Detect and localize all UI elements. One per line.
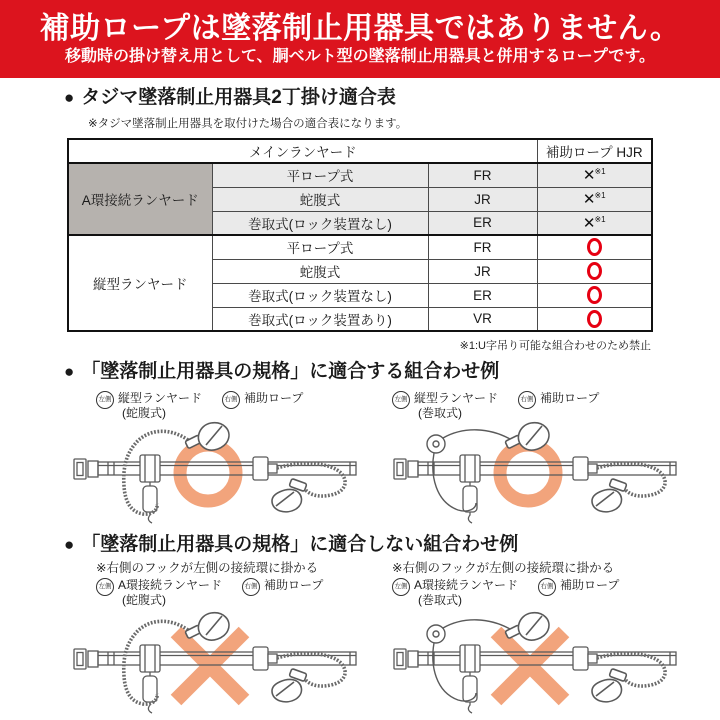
row-code: ER [428, 211, 537, 235]
left-side-badge: 左側 [392, 578, 410, 596]
row-result [537, 259, 652, 283]
section3-title [64, 535, 518, 554]
right-side-badge: 右側 [538, 578, 556, 596]
group-label-a-ring: A環接続ランヤード [68, 163, 212, 235]
section1-title-text: タジマ墜落制止用器具2丁掛け適合表 [81, 87, 396, 108]
row-result [537, 307, 652, 331]
example4-labels [392, 578, 619, 608]
left-side-badge: 左側 [392, 391, 410, 409]
section2-title [64, 362, 499, 381]
ng-note-sup: ※1 [594, 214, 606, 224]
table-header-main: メインランヤード [68, 139, 537, 163]
label-text [118, 391, 202, 421]
label-name: 縦型ランヤード [414, 391, 499, 405]
label-left-side [392, 391, 498, 421]
section3-title-text: 「墜落制止用器具の規格」に適合しない組合わせ例 [81, 534, 519, 555]
row-type: 蛇腹式 [212, 187, 428, 211]
illustration-compliant-jabara [68, 418, 388, 526]
section2-title-text: 「墜落制止用器具の規格」に適合する組合わせ例 [81, 361, 500, 382]
label-right-side [242, 578, 323, 608]
ok-circle-icon [587, 286, 602, 304]
row-code: VR [428, 307, 537, 331]
row-result [537, 211, 652, 235]
row-result [537, 187, 652, 211]
row-code: FR [428, 163, 537, 187]
label-type: (蛇腹式) [122, 593, 166, 607]
table-header-sub: 補助ロープ HJR [537, 139, 652, 163]
label-name: A環接続ランヤード [414, 578, 519, 592]
row-code: ER [428, 283, 537, 307]
illustration-compliant-makitori [383, 418, 713, 526]
row-result [537, 235, 652, 259]
right-side-badge: 右側 [518, 391, 536, 409]
label-left-side [392, 578, 518, 608]
row-code: JR [428, 187, 537, 211]
row-type: 巻取式(ロック装置なし) [212, 283, 428, 307]
ok-circle-icon [587, 238, 602, 256]
ng-x-icon: ✕ [582, 167, 595, 185]
ng-x-icon: ✕ [582, 214, 595, 232]
example3-note: ※右側のフックが左側の接続環に掛かる [96, 561, 319, 575]
row-type: 平ロープ式 [212, 163, 428, 187]
row-type: 蛇腹式 [212, 259, 428, 283]
ng-x-icon: ✕ [582, 191, 595, 208]
ok-circle-icon [587, 262, 602, 280]
row-code: JR [428, 259, 537, 283]
ok-circle-icon [587, 310, 602, 328]
right-side-badge: 右側 [242, 578, 260, 596]
label-name: 補助ロープ [264, 578, 324, 592]
warning-banner [0, 0, 720, 78]
compatibility-table [67, 138, 653, 332]
label-type: (蛇腹式) [122, 406, 166, 420]
left-side-badge: 左側 [96, 391, 114, 409]
label-name: 補助ロープ [560, 578, 620, 592]
label-text [118, 578, 222, 608]
label-left-side [96, 391, 202, 421]
banner-subtitle: 移動時の掛け替え用として、胴ベルト型の墜落制止用器具と併用するロープです。 [64, 47, 656, 65]
row-result [537, 163, 652, 187]
ng-note-sup: ※1 [594, 167, 606, 177]
example1-labels [96, 391, 303, 421]
example2-labels [392, 391, 599, 421]
label-left-side [96, 578, 222, 608]
example4-note: ※右側のフックが左側の接続環に掛かる [392, 561, 615, 575]
row-type: 巻取式(ロック装置なし) [212, 211, 428, 235]
label-right-side [222, 391, 303, 421]
label-name: 補助ロープ [540, 391, 600, 405]
label-type: (巻取式) [418, 593, 462, 607]
label-name: 縦型ランヤード [118, 391, 203, 405]
bullet-icon: ● [64, 362, 75, 381]
label-right-side [538, 578, 619, 608]
table-footnote: ※1:U字吊り可能な組合わせのため禁止 [459, 340, 651, 352]
right-side-badge: 右側 [222, 391, 240, 409]
label-type: (巻取式) [418, 406, 462, 420]
left-side-badge: 左側 [96, 578, 114, 596]
label-text [414, 578, 518, 608]
ng-note-sup: ※1 [594, 191, 606, 200]
illustration-noncompliant-makitori [383, 608, 713, 716]
section1-note: ※タジマ墜落制止用器具を取付けた場合の適合表になります。 [88, 118, 408, 130]
label-name: A環接続ランヤード [118, 578, 223, 592]
bullet-icon: ● [64, 535, 75, 554]
bullet-icon: ● [64, 88, 75, 107]
row-type: 平ロープ式 [212, 235, 428, 259]
section1-title [64, 88, 396, 107]
row-type: 巻取式(ロック装置あり) [212, 307, 428, 331]
label-text [414, 391, 498, 421]
group-label-vertical: 縦型ランヤード [68, 235, 212, 331]
row-code: FR [428, 235, 537, 259]
illustration-noncompliant-jabara [68, 608, 388, 716]
label-right-side [518, 391, 599, 421]
banner-title: 補助ロープは墜落制止用器具ではありません。 [39, 11, 681, 45]
example3-labels [96, 578, 323, 608]
row-result [537, 283, 652, 307]
label-name: 補助ロープ [244, 391, 304, 405]
